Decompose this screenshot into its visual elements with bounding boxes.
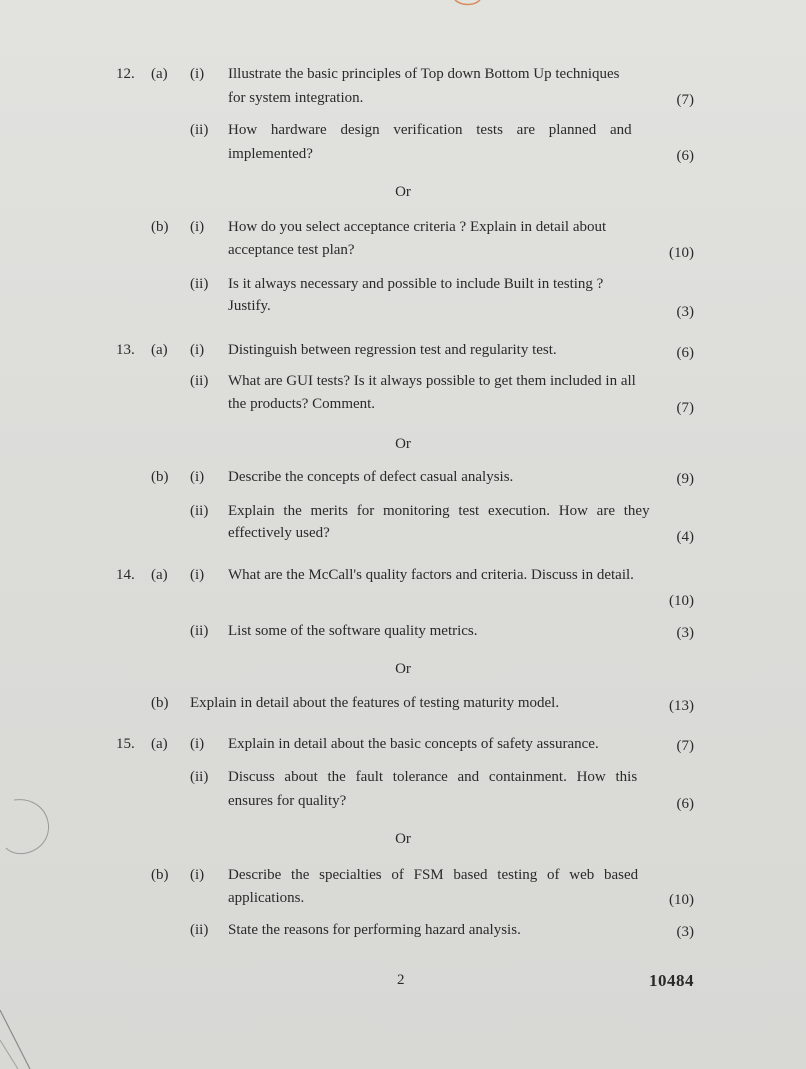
marks: (9) — [676, 471, 694, 487]
subpart-label: (i) — [190, 342, 205, 358]
question-text: Explain the merits for monitoring test execution. How are they — [228, 503, 650, 519]
marks: (4) — [676, 529, 694, 545]
question-text: State the reasons for performing hazard analysis. — [228, 922, 521, 938]
part-label: (b) — [151, 695, 169, 711]
question-text: Justify. — [228, 298, 271, 314]
marks: (7) — [676, 400, 694, 416]
part-label: (b) — [151, 867, 169, 883]
question-number: 13. — [116, 342, 135, 358]
part-label: (b) — [151, 469, 169, 485]
question-text: Discuss about the fault tolerance and containment. How this — [228, 769, 638, 785]
marks: (6) — [676, 345, 694, 361]
marks: (13) — [669, 698, 694, 714]
question-text: Is it always necessary and possible to include Built in testing ? — [228, 276, 604, 292]
question-text: Illustrate the basic principles of Top down Bottom Up techniques — [228, 66, 620, 82]
part-label: (a) — [151, 342, 168, 358]
page-number: 2 — [397, 972, 405, 988]
question-text: acceptance test plan? — [228, 242, 355, 258]
subpart-label: (i) — [190, 219, 205, 235]
question-text: List some of the software quality metrics. — [228, 623, 478, 639]
marks: (3) — [676, 304, 694, 320]
question-number: 12. — [116, 66, 135, 82]
subpart-label: (ii) — [190, 122, 209, 138]
subpart-label: (ii) — [190, 769, 209, 785]
marks: (3) — [676, 625, 694, 641]
or-divider: Or — [395, 436, 411, 452]
subpart-label: (ii) — [190, 623, 209, 639]
or-divider: Or — [395, 831, 411, 847]
subpart-label: (ii) — [190, 503, 209, 519]
question-text: Explain in detail about the features of testing maturity model. — [190, 695, 560, 711]
question-text-justified: How hardware design verification tests are planned and — [228, 122, 632, 138]
question-text: How do you select acceptance criteria ? Explain in detail about — [228, 219, 607, 235]
question-text: What are the McCall's quality factors and criteria. Discuss in detail. — [228, 567, 634, 583]
subpart-label: (i) — [190, 867, 205, 883]
marks: (7) — [676, 738, 694, 754]
question-text: Explain in detail about the basic concepts of safety assurance. — [228, 736, 599, 752]
question-text: effectively used? — [228, 525, 330, 541]
subpart-label: (ii) — [190, 922, 209, 938]
question-text: the products? Comment. — [228, 396, 376, 412]
question-text: What are GUI tests? Is it always possible to get them included in all — [228, 373, 636, 389]
or-divider: Or — [395, 184, 411, 200]
question-number: 15. — [116, 736, 135, 752]
question-text: ensures for quality? — [228, 793, 347, 809]
question-text — [228, 119, 694, 141]
subpart-label: (i) — [190, 567, 205, 583]
question-number: 14. — [116, 567, 135, 583]
part-label: (a) — [151, 66, 168, 82]
part-label: (a) — [151, 567, 168, 583]
marks: (10) — [669, 892, 694, 908]
marks: (10) — [669, 593, 694, 609]
subpart-label: (i) — [190, 469, 205, 485]
part-label: (b) — [151, 219, 169, 235]
question-text: Describe the concepts of defect casual analysis. — [228, 469, 514, 485]
subpart-label: (i) — [190, 736, 205, 752]
part-label: (a) — [151, 736, 168, 752]
marks: (6) — [676, 148, 694, 164]
marks: (3) — [676, 924, 694, 940]
question-text: applications. — [228, 890, 305, 906]
subpart-label: (i) — [190, 66, 205, 82]
marks: (10) — [669, 245, 694, 261]
marks: (6) — [676, 796, 694, 812]
question-text: implemented? — [228, 146, 313, 162]
paper-code: 10484 — [649, 971, 694, 990]
question-text: Describe the specialties of FSM based testing of web based — [228, 867, 639, 883]
subpart-label: (ii) — [190, 373, 209, 389]
or-divider: Or — [395, 661, 411, 677]
question-text: for system integration. — [228, 90, 364, 106]
marks: (7) — [676, 92, 694, 108]
question-text: Distinguish between regression test and regularity test. — [228, 342, 557, 358]
subpart-label: (ii) — [190, 276, 209, 292]
